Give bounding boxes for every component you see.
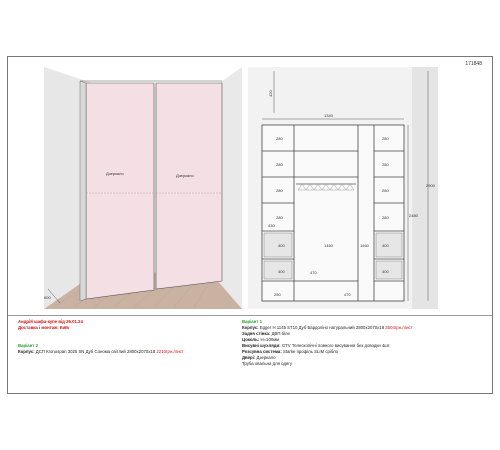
v1-system-label: Розсувна система: [242,349,282,354]
door-right-label: Дзеркало [176,173,194,178]
drawer-right-1 [376,233,402,257]
dim-top-width: 1340 [324,113,333,118]
note-delivery: Доставка і монтаж: Київ [18,325,69,330]
variant2-body-label: Корпус: [18,349,35,354]
v1-plinth: H=100мм [260,337,280,342]
section-divider [8,315,492,316]
wardrobe-side [80,81,86,301]
dim-drawer-1: 400 [278,243,285,248]
dim-center-width: 470 [310,270,317,275]
document-id: 171848 [465,61,482,67]
variant2-body: ДСП Кronospan 3025 SN Дуб Сонома світлий 2800x2070x18 [35,349,156,354]
dim-shelf-a: 280 [276,136,283,141]
variant2-line [18,349,184,355]
dim-right-height: 1460 [360,243,369,248]
dim-drawer-2: 400 [278,269,285,274]
dim-rs-2: 280 [382,162,389,167]
drawer-right-2 [376,261,402,279]
dim-left-width: 430 [268,223,275,228]
dim-center-height: 1460 [324,243,333,248]
drawing-frame [7,56,493,394]
v1-system: Starke профіль SLIM срібло [282,349,339,354]
mirror-door-right [156,83,222,289]
dim-rs-3: 280 [382,188,389,193]
wardrobe-technical-front [248,67,438,309]
dim-cabinet-height: 2480 [409,213,418,218]
dim-shelf-c: 280 [276,188,283,193]
v1-back: ДВП біле [271,331,290,336]
dim-rs-1: 280 [382,136,389,141]
door-left-label: Дзеркало [106,171,124,176]
v1-doors-label: Двері: [242,355,256,360]
dim-shelf-d: 280 [276,215,283,220]
mirror-door-left [86,83,154,299]
variant2-price: 2210грн./лист [156,349,184,354]
depth-dim: 600 [44,295,51,300]
dim-rdrawer-2: 400 [382,269,389,274]
dim-shelf-b: 280 [276,162,283,167]
v1-back-label: Задня стінка: [242,331,271,336]
variant2-title: Варіант 2 [18,343,38,348]
v1-slides-label: Висувні шухляди: [242,343,281,348]
v1-doors: Дзеркало [256,355,276,360]
v1-plinth-label: Цоколь: [242,337,260,342]
v1-korpus-label: Корпус: [242,325,259,330]
wardrobe-perspective-view [44,67,242,309]
dim-center-width-b: 470 [344,292,351,297]
dim-ls-250: 250 [274,292,281,297]
dim-top-gap: 420 [268,90,273,97]
v1-korpus: Egger H 1145 ST10 Дуб Бардоліно натуральний 2800x2070x18 [259,325,385,330]
dim-rs-4: 280 [382,215,389,220]
dim-rdrawer-1: 400 [382,243,389,248]
v1-rail: Труба овальна для одягу [242,361,292,366]
dim-total-height: 2900 [426,183,435,188]
v1-korpus-price: 3504грн./лист [385,325,413,330]
variant1-title: Варіант 1 [242,319,262,324]
v1-slides: GTV Телескопічні повного висування без доводки 4шт. [281,343,391,348]
note-customer: Андрій шафа-купе від 26.01.24 [18,319,83,324]
